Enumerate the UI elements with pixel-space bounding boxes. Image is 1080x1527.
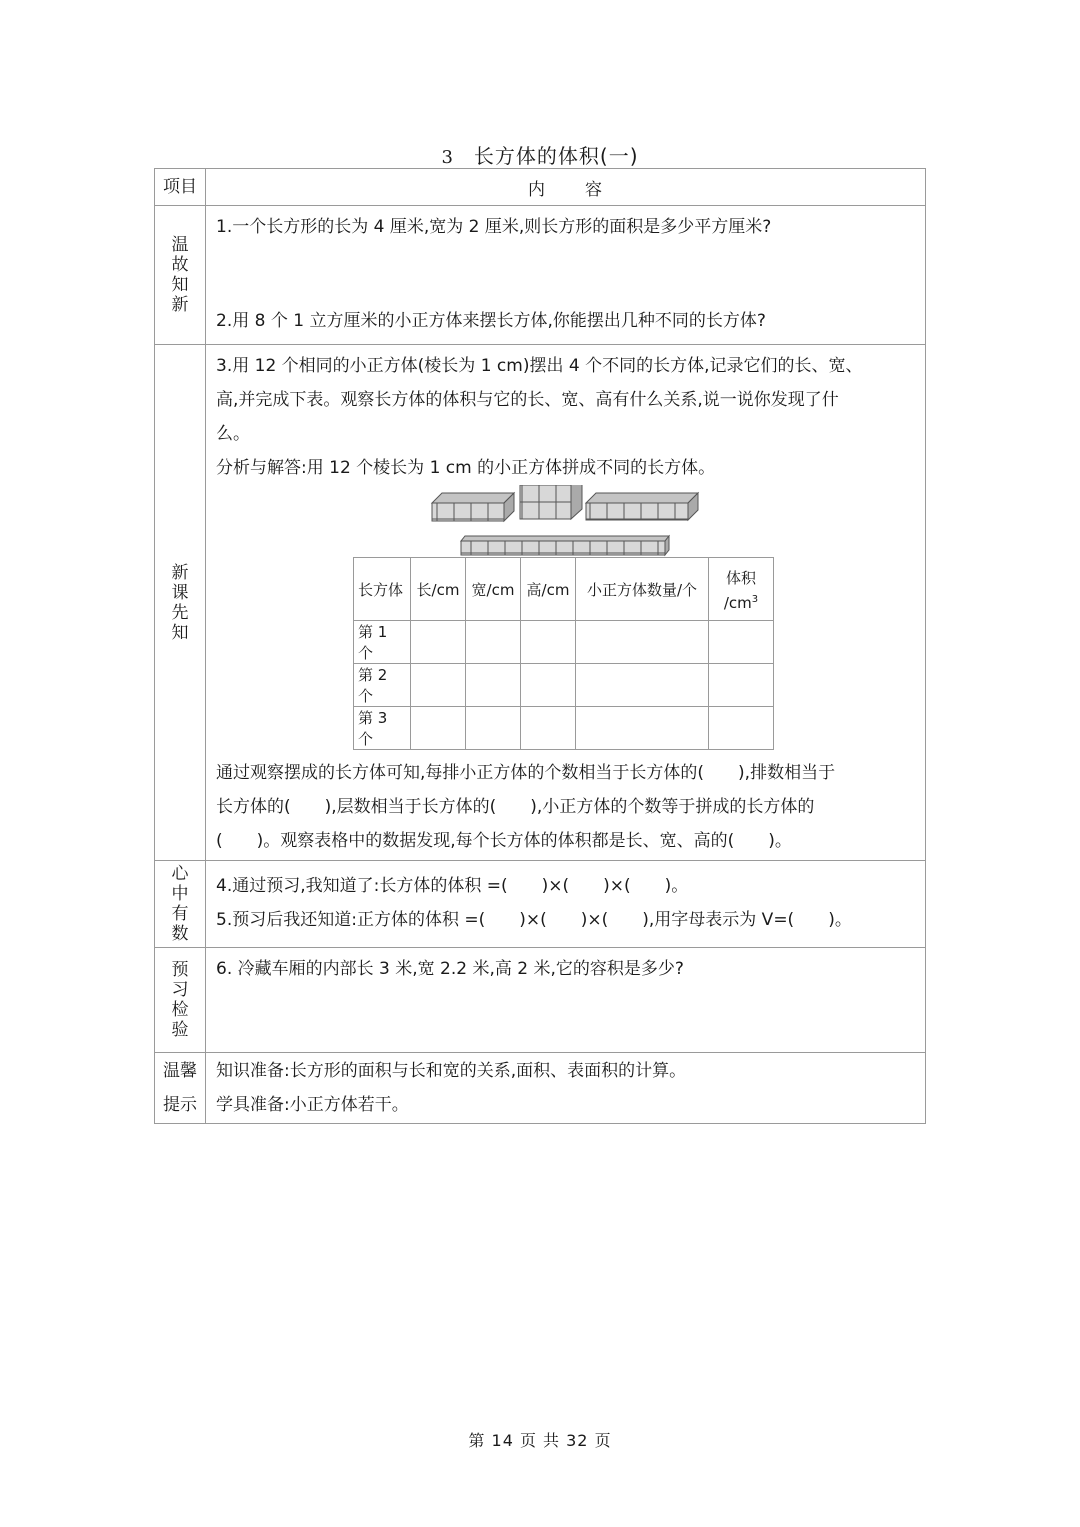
observation-line-1: 通过观察摆成的长方体可知,每排小正方体的个数相当于长方体的( ),排数相当于: [216, 763, 836, 783]
cuboid-2: [520, 485, 582, 519]
observation-line-2: 长方体的( ),层数相当于长方体的( ),小正方体的个数等于拼成的长方体的: [216, 797, 815, 817]
question-3-line-3: 么。: [216, 424, 250, 444]
question-5: 5.预习后我还知道:正方体的体积 =( )×( )×( ),用字母表示为 V=( )。: [216, 910, 852, 930]
section-review: [155, 206, 926, 345]
table-row: 第 2 个: [354, 664, 774, 707]
question-6: 6. 冷藏车厢的内部长 3 米,宽 2.2 米,高 2 米,它的容积是多少?: [216, 959, 684, 979]
section-tips: [155, 1053, 926, 1124]
section-label-line-1: 温馨: [163, 1061, 197, 1081]
cuboid-1: [432, 493, 514, 521]
section-label: 预习检验: [171, 960, 189, 1040]
cuboid-illustration: [216, 485, 915, 557]
section-label-line-2: 提示: [163, 1095, 197, 1115]
section-label: 温故知新: [171, 235, 189, 315]
lesson-title: 长方体的体积(一): [473, 144, 639, 168]
col-cuboid: 长方体: [354, 558, 411, 621]
question-2: 2.用 8 个 1 立方厘米的小正方体来摆长方体,你能摆出几种不同的长方体?: [216, 311, 766, 331]
cuboid-record-table: [353, 557, 774, 750]
question-3-line-1: 3.用 12 个相同的小正方体(棱长为 1 cm)摆出 4 个不同的长方体,记录它们的长、宽、: [216, 356, 863, 376]
cuboid-3: [586, 493, 698, 520]
tip-knowledge: 知识准备:长方形的面积与长和宽的关系,面积、表面积的计算。: [216, 1061, 687, 1081]
table-row: 第 1 个: [354, 621, 774, 664]
section-label: 新课先知: [171, 562, 189, 643]
worksheet-table: [154, 168, 926, 1124]
observation-line-3: ( )。观察表格中的数据发现,每个长方体的体积都是长、宽、高的( )。: [216, 831, 792, 851]
col-cube-count: 小正方体数量/个: [576, 558, 709, 621]
col-width: 宽/cm: [466, 558, 521, 621]
section-check: [155, 948, 926, 1053]
header-item: 项目: [155, 169, 206, 206]
col-volume: 体积 $/cm^3$: [709, 558, 774, 621]
section-label: 心中有数: [171, 864, 189, 944]
header-content: 内容: [206, 169, 926, 206]
lesson-number: 3: [441, 147, 454, 168]
header-row: [155, 169, 926, 206]
question-3-line-2: 高,并完成下表。观察长方体的体积与它的长、宽、高有什么关系,说一说你发现了什: [216, 390, 839, 410]
col-height: 高/cm: [521, 558, 576, 621]
cube-arrangements-figure: [216, 485, 916, 557]
question-4: 4.通过预习,我知道了:长方体的体积 =( )×( )×( )。: [216, 876, 689, 896]
page-footer: 第 14 页 共 32 页: [468, 1431, 612, 1450]
section-new-lesson: [155, 345, 926, 861]
question-1: 1.一个长方形的长为 4 厘米,宽为 2 厘米,则长方形的面积是多少平方厘米?: [216, 217, 772, 237]
analysis-text: 分析与解答:用 12 个棱长为 1 cm 的小正方体拼成不同的长方体。: [216, 458, 716, 478]
section-summary: [155, 861, 926, 948]
cuboid-4: [461, 536, 669, 555]
page-title: [0, 140, 1080, 169]
tip-materials: 学具准备:小正方体若干。: [216, 1095, 409, 1115]
table-row: 第 3 个: [354, 707, 774, 750]
col-length: 长/cm: [411, 558, 466, 621]
